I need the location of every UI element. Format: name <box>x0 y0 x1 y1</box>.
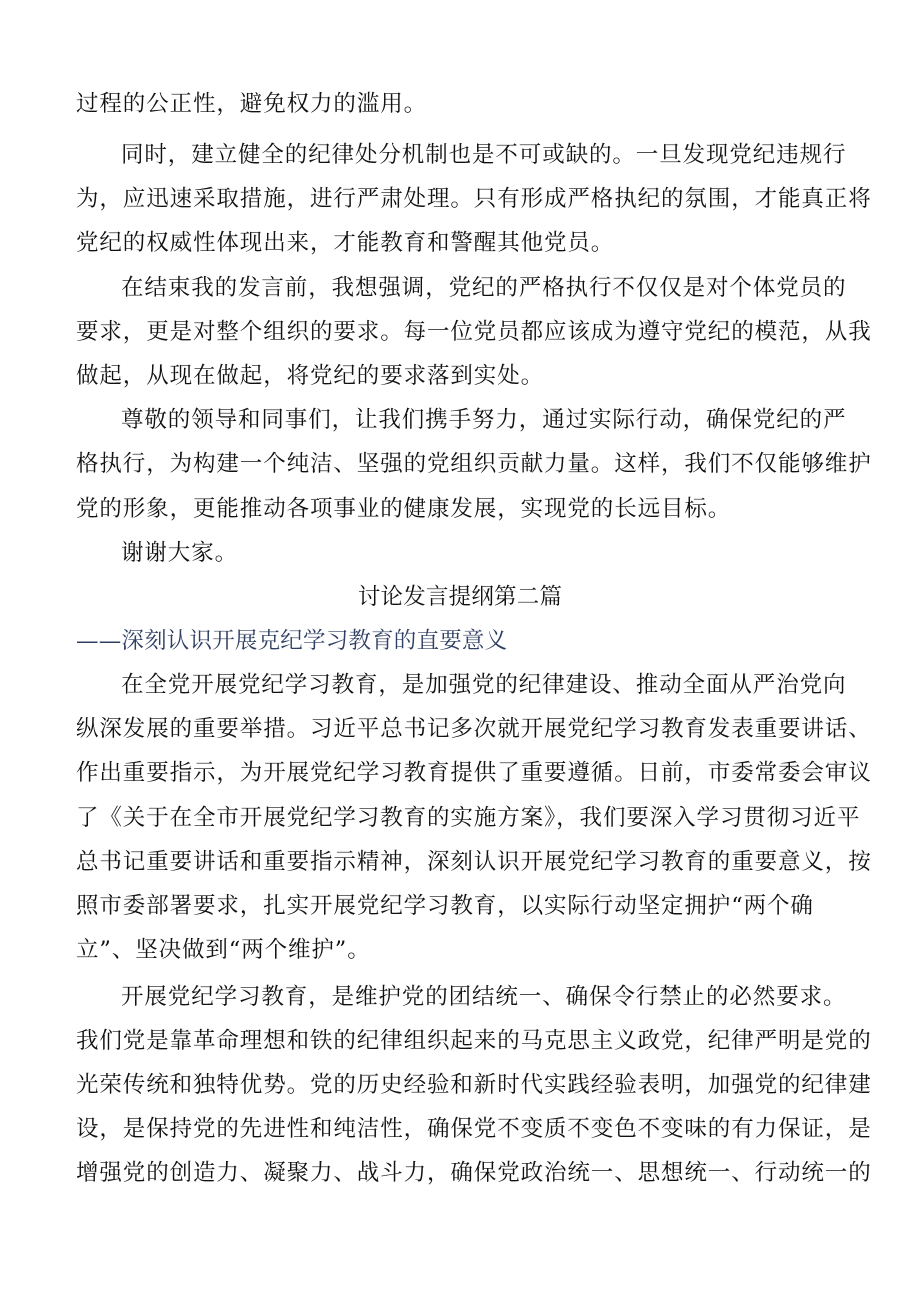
paragraph-line: 了《关于在全市开展党纪学习教育的实施方案》，我们要深入学习贯彻习近平 <box>76 805 861 831</box>
paragraph-line: 开展党纪学习教育，是维护党的团结统一、确保令行禁止的必然要求。 <box>121 984 847 1010</box>
paragraph-line: 作出重要指示，为开展党纪学习教育提供了重要遵循。日前，市委常委会审议 <box>76 760 872 786</box>
paragraph-line: 在全党开展党纪学习教育，是加强党的纪律建设、推动全面从严治党向 <box>121 672 847 698</box>
paragraph-line: 立”、坚决做到“两个维护”。 <box>76 937 371 963</box>
paragraph-line: 我们党是靠革命理想和铁的纪律组织起来的马克思主义政党，纪律严明是党的 <box>76 1028 872 1054</box>
paragraph-line: 纵深发展的重要举措。习近平总书记多次就开展党纪学习教育发表重要讲话、 <box>76 716 872 742</box>
paragraph-line: 为，应迅速采取措施，进行严肃处理。只有形成严格执纪的氛围，才能真正将 <box>76 186 872 212</box>
paragraph-line: 党纪的权威性体现出来，才能教育和警醒其他党员。 <box>76 230 615 256</box>
paragraph-line: 党的形象，更能推动各项事业的健康发展，实现党的长远目标。 <box>76 496 732 522</box>
paragraph-line: 要求，更是对整个组织的要求。每一位党员都应该成为遵守党纪的模范，从我 <box>76 319 872 345</box>
section-subtitle: ——深刻认识开展克纪学习教育的直要意义 <box>76 628 508 654</box>
paragraph-line: 过程的公正性，避免权力的滥用。 <box>76 91 428 117</box>
paragraph-line: 格执行，为构建一个纯洁、坚强的党组织贡献力量。这样，我们不仅能够维护 <box>76 451 872 477</box>
paragraph-line: 总书记重要讲话和重要指示精神，深刻认识开展党纪学习教育的重要意义，按 <box>76 849 872 875</box>
paragraph-line: 光荣传统和独特优势。党的历史经验和新时代实践经验表明，加强党的纪律建 <box>76 1072 872 1098</box>
closing-line: 谢谢大家。 <box>121 540 239 566</box>
paragraph-line: 在结束我的发言前，我想强调，党纪的严格执行不仅仅是对个体党员的 <box>121 275 847 301</box>
paragraph-line: 尊敬的领导和同事们，让我们携手努力，通过实际行动，确保党纪的严 <box>121 407 847 433</box>
paragraph-line: 同时，建立健全的纪律处分机制也是不可或缺的。一旦发现党纪违规行 <box>121 142 847 168</box>
paragraph-line: 增强党的创造力、凝聚力、战斗力，确保党政治统一、思想统一、行动统一的 <box>76 1160 872 1186</box>
paragraph-line: 做起，从现在做起，将党纪的要求落到实处。 <box>76 363 545 389</box>
paragraph-line: 设，是保持党的先进性和纯洁性，确保党不变质不变色不变味的有力保证，是 <box>76 1116 872 1142</box>
section-title: 讨论发言提纲第二篇 <box>357 584 563 610</box>
paragraph-line: 照市委部署要求，扎实开展党纪学习教育，以实际行动坚定拥护“两个确 <box>76 893 814 919</box>
